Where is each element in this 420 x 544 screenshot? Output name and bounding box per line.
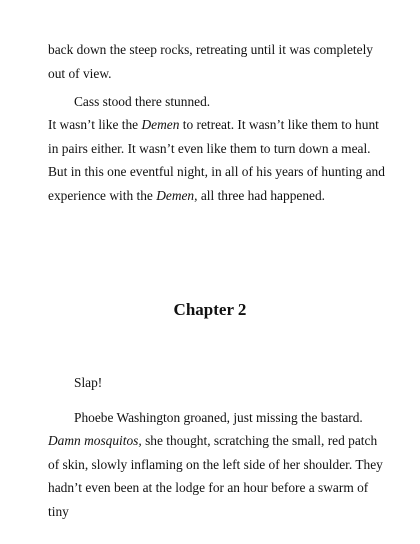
paragraph-text: she thought, scratching the small, red patch of skin, slowly inflaming on the left side of her shoulder. They hadn’t even been at the lodge for an hour before a swarm of tiny <box>48 433 383 519</box>
paragraph-cass-stunned <box>48 90 388 114</box>
paragraph-text: Slap! <box>74 375 103 390</box>
paragraph-text: back down the steep rocks, retreating until it was completely out of view. <box>48 42 373 81</box>
paragraph-text: It wasn’t like the <box>48 117 142 132</box>
paragraph-text: , all three had happened. <box>194 187 326 203</box>
paragraph-continuation <box>48 38 388 85</box>
italic-text: Damn mosquitos, <box>48 433 142 448</box>
paragraph-slap <box>48 371 388 395</box>
chapter-heading: Chapter 2 <box>173 300 247 319</box>
paragraph-text: Phoebe Washington groaned, just missing the bastard. <box>74 410 363 425</box>
paragraph-demen-retreat <box>48 113 388 207</box>
paragraph-text: to retreat. It wasn’t like them to hunt in pairs either. It wasn’t even like them to turn down a meal. But in this one eventful night, in all of his years of hunting and experience with the <box>48 117 385 203</box>
paragraph-phoebe <box>48 406 388 430</box>
paragraph-text: Cass stood there stunned. <box>74 94 211 109</box>
italic-text: Demen <box>156 187 195 203</box>
italic-text: Demen <box>141 117 180 132</box>
paragraph-mosquitos <box>48 429 388 523</box>
